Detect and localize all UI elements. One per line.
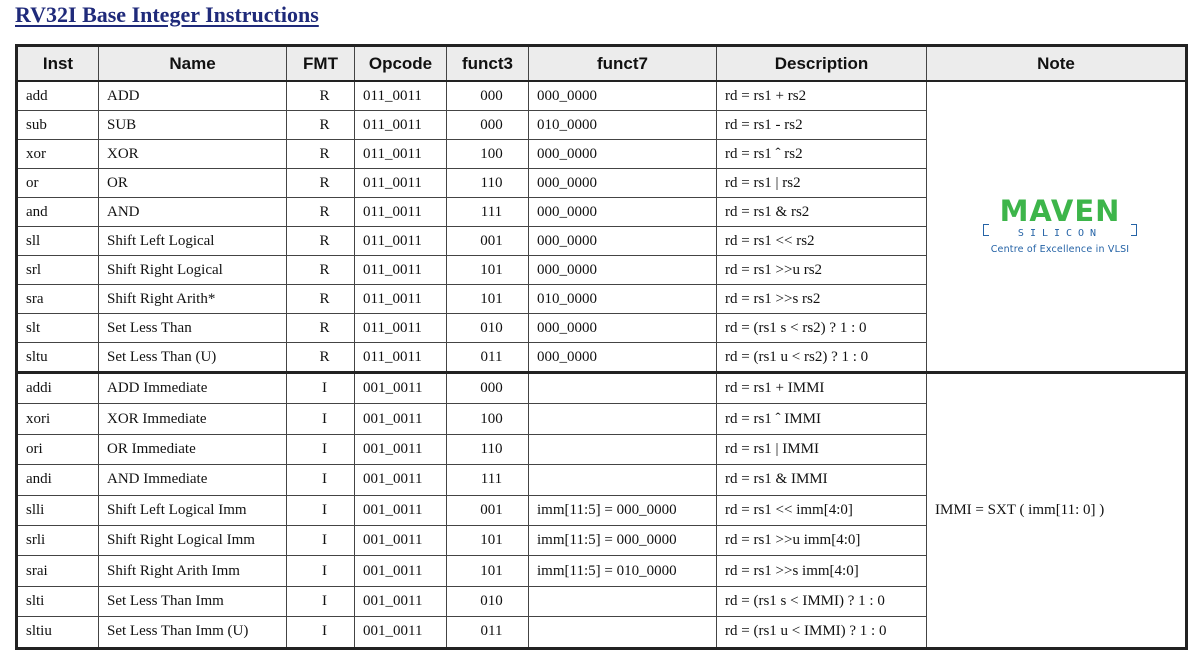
cell-funct3: 001 — [447, 227, 529, 256]
cell-inst: slli — [17, 495, 99, 525]
cell-inst: xor — [17, 140, 99, 169]
cell-inst: srai — [17, 556, 99, 586]
cell-fmt: R — [287, 140, 355, 169]
header-note: Note — [927, 46, 1187, 82]
cell-opcode: 011_0011 — [355, 343, 447, 373]
cell-funct7 — [529, 434, 717, 464]
cell-inst: xori — [17, 404, 99, 434]
cell-desc: rd = rs1 | IMMI — [717, 434, 927, 464]
cell-inst: srli — [17, 525, 99, 555]
cell-funct3: 000 — [447, 373, 529, 404]
cell-opcode: 001_0011 — [355, 617, 447, 648]
cell-name: ADD — [99, 81, 287, 111]
cell-name: Set Less Than Imm — [99, 586, 287, 616]
cell-funct3: 010 — [447, 314, 529, 343]
table-row — [17, 373, 1187, 404]
cell-inst: and — [17, 198, 99, 227]
cell-opcode: 011_0011 — [355, 140, 447, 169]
cell-name: Set Less Than Imm (U) — [99, 617, 287, 648]
cell-funct3: 000 — [447, 111, 529, 140]
cell-desc: rd = rs1 & IMMI — [717, 465, 927, 495]
cell-name: Shift Right Arith* — [99, 285, 287, 314]
cell-funct7: 000_0000 — [529, 198, 717, 227]
cell-fmt: R — [287, 256, 355, 285]
cell-inst: andi — [17, 465, 99, 495]
cell-funct3: 101 — [447, 525, 529, 555]
cell-funct7 — [529, 586, 717, 616]
i-type-group — [17, 373, 1187, 649]
cell-inst: add — [17, 81, 99, 111]
cell-fmt: R — [287, 314, 355, 343]
cell-funct3: 111 — [447, 198, 529, 227]
cell-name: AND Immediate — [99, 465, 287, 495]
cell-opcode: 011_0011 — [355, 111, 447, 140]
cell-funct3: 111 — [447, 465, 529, 495]
cell-fmt: R — [287, 81, 355, 111]
cell-funct7: imm[11:5] = 000_0000 — [529, 495, 717, 525]
cell-funct7 — [529, 465, 717, 495]
cell-desc: rd = rs1 >>s imm[4:0] — [717, 556, 927, 586]
cell-funct3: 011 — [447, 617, 529, 648]
cell-name: Shift Right Arith Imm — [99, 556, 287, 586]
cell-desc: rd = rs1 | rs2 — [717, 169, 927, 198]
cell-desc: rd = (rs1 u < IMMI) ? 1 : 0 — [717, 617, 927, 648]
cell-desc: rd = (rs1 s < IMMI) ? 1 : 0 — [717, 586, 927, 616]
cell-desc: rd = rs1 >>u imm[4:0] — [717, 525, 927, 555]
cell-name: Set Less Than (U) — [99, 343, 287, 373]
cell-name: AND — [99, 198, 287, 227]
cell-name: OR Immediate — [99, 434, 287, 464]
logo-wordmark: MAVEN — [999, 193, 1121, 228]
cell-inst: sub — [17, 111, 99, 140]
cell-funct7: 000_0000 — [529, 314, 717, 343]
cell-name: XOR Immediate — [99, 404, 287, 434]
cell-inst: ori — [17, 434, 99, 464]
cell-inst: sll — [17, 227, 99, 256]
cell-funct7: 000_0000 — [529, 140, 717, 169]
cell-funct7: imm[11:5] = 010_0000 — [529, 556, 717, 586]
cell-fmt: R — [287, 227, 355, 256]
cell-desc: rd = rs1 + IMMI — [717, 373, 927, 404]
note-immi: IMMI = SXT ( imm[11: 0] ) — [927, 373, 1187, 649]
cell-desc: rd = rs1 >>s rs2 — [717, 285, 927, 314]
instruction-table — [15, 44, 1188, 650]
cell-opcode: 001_0011 — [355, 465, 447, 495]
cell-funct3: 110 — [447, 434, 529, 464]
header-funct7: funct7 — [529, 46, 717, 82]
cell-name: Shift Left Logical Imm — [99, 495, 287, 525]
cell-desc: rd = rs1 ˆ IMMI — [717, 404, 927, 434]
cell-funct7 — [529, 373, 717, 404]
logo-tagline: Centre of Excellence in VLSI — [990, 243, 1130, 255]
cell-fmt: I — [287, 373, 355, 404]
cell-name: SUB — [99, 111, 287, 140]
cell-funct3: 100 — [447, 140, 529, 169]
cell-fmt: R — [287, 169, 355, 198]
cell-opcode: 001_0011 — [355, 556, 447, 586]
cell-funct3: 110 — [447, 169, 529, 198]
cell-name: Shift Right Logical — [99, 256, 287, 285]
cell-opcode: 011_0011 — [355, 198, 447, 227]
cell-funct7: 000_0000 — [529, 256, 717, 285]
cell-fmt: I — [287, 465, 355, 495]
cell-desc: rd = rs1 + rs2 — [717, 81, 927, 111]
cell-fmt: R — [287, 285, 355, 314]
cell-opcode: 001_0011 — [355, 373, 447, 404]
cell-inst: srl — [17, 256, 99, 285]
cell-opcode: 001_0011 — [355, 495, 447, 525]
header-fmt: FMT — [287, 46, 355, 82]
cell-inst: slti — [17, 586, 99, 616]
cell-desc: rd = (rs1 s < rs2) ? 1 : 0 — [717, 314, 927, 343]
header-name: Name — [99, 46, 287, 82]
cell-desc: rd = (rs1 u < rs2) ? 1 : 0 — [717, 343, 927, 373]
cell-inst: sltiu — [17, 617, 99, 648]
cell-funct7: 010_0000 — [529, 111, 717, 140]
cell-funct7 — [529, 404, 717, 434]
cell-inst: addi — [17, 373, 99, 404]
cell-funct3: 010 — [447, 586, 529, 616]
cell-inst: sra — [17, 285, 99, 314]
cell-opcode: 011_0011 — [355, 256, 447, 285]
cell-funct7: 000_0000 — [529, 343, 717, 373]
cell-funct7: 000_0000 — [529, 227, 717, 256]
cell-inst: or — [17, 169, 99, 198]
cell-name: Set Less Than — [99, 314, 287, 343]
header-opcode: Opcode — [355, 46, 447, 82]
cell-fmt: I — [287, 556, 355, 586]
cell-fmt: I — [287, 586, 355, 616]
header-inst: Inst — [17, 46, 99, 82]
table-header-row — [17, 46, 1187, 82]
cell-desc: rd = rs1 ˆ rs2 — [717, 140, 927, 169]
cell-funct7: 010_0000 — [529, 285, 717, 314]
cell-opcode: 001_0011 — [355, 525, 447, 555]
cell-desc: rd = rs1 - rs2 — [717, 111, 927, 140]
cell-opcode: 011_0011 — [355, 227, 447, 256]
cell-funct7: imm[11:5] = 000_0000 — [529, 525, 717, 555]
cell-opcode: 001_0011 — [355, 586, 447, 616]
cell-desc: rd = rs1 << rs2 — [717, 227, 927, 256]
cell-funct7 — [529, 617, 717, 648]
cell-opcode: 011_0011 — [355, 81, 447, 111]
cell-opcode: 011_0011 — [355, 285, 447, 314]
cell-funct3: 101 — [447, 256, 529, 285]
cell-funct7: 000_0000 — [529, 169, 717, 198]
cell-fmt: R — [287, 111, 355, 140]
cell-name: XOR — [99, 140, 287, 169]
cell-desc: rd = rs1 << imm[4:0] — [717, 495, 927, 525]
cell-inst: slt — [17, 314, 99, 343]
cell-funct7: 000_0000 — [529, 81, 717, 111]
cell-funct3: 100 — [447, 404, 529, 434]
cell-fmt: I — [287, 434, 355, 464]
cell-fmt: I — [287, 525, 355, 555]
logo-subtitle: SILICON — [1017, 227, 1103, 239]
table-row — [17, 81, 1187, 111]
note-logo-cell — [927, 81, 1187, 373]
cell-name: OR — [99, 169, 287, 198]
cell-fmt: I — [287, 617, 355, 648]
cell-opcode: 001_0011 — [355, 404, 447, 434]
cell-fmt: I — [287, 495, 355, 525]
cell-funct3: 101 — [447, 556, 529, 586]
cell-name: ADD Immediate — [99, 373, 287, 404]
cell-opcode: 011_0011 — [355, 169, 447, 198]
cell-funct3: 000 — [447, 81, 529, 111]
cell-fmt: R — [287, 198, 355, 227]
cell-opcode: 001_0011 — [355, 434, 447, 464]
cell-desc: rd = rs1 >>u rs2 — [717, 256, 927, 285]
cell-name: Shift Right Logical Imm — [99, 525, 287, 555]
cell-opcode: 011_0011 — [355, 314, 447, 343]
cell-funct3: 011 — [447, 343, 529, 373]
cell-inst: sltu — [17, 343, 99, 373]
cell-name: Shift Left Logical — [99, 227, 287, 256]
cell-fmt: I — [287, 404, 355, 434]
page-title: RV32I Base Integer Instructions — [15, 2, 319, 27]
r-type-group — [17, 81, 1187, 373]
cell-fmt: R — [287, 343, 355, 373]
header-funct3: funct3 — [447, 46, 529, 82]
logo-sub-frame — [991, 224, 1130, 241]
cell-funct3: 101 — [447, 285, 529, 314]
header-description: Description — [717, 46, 927, 82]
cell-funct3: 001 — [447, 495, 529, 525]
cell-desc: rd = rs1 & rs2 — [717, 198, 927, 227]
maven-silicon-logo — [990, 193, 1130, 255]
